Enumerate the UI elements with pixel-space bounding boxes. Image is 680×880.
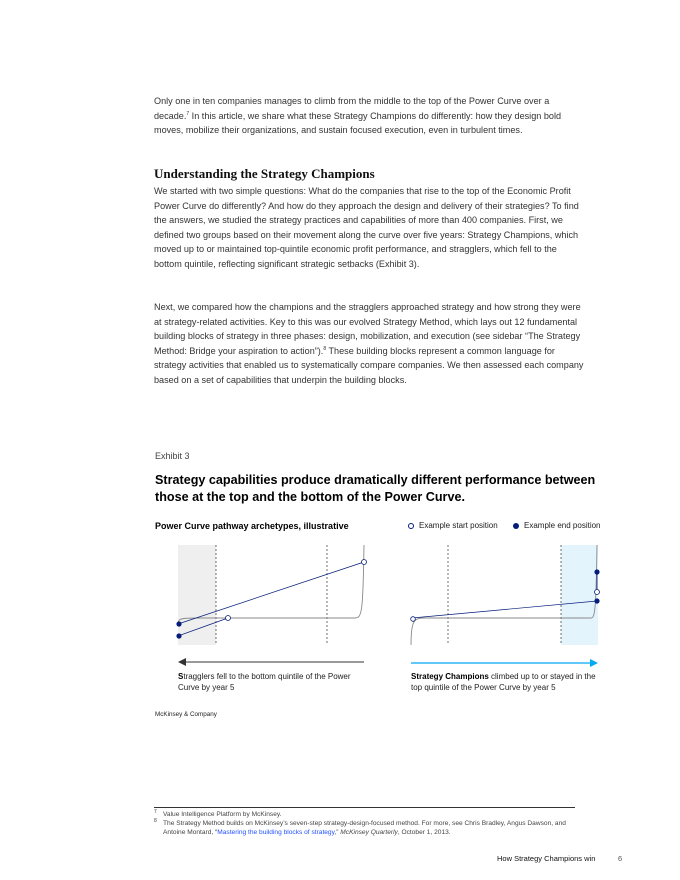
end-point-2 [176, 633, 181, 638]
end-point-1 [176, 621, 181, 626]
champions-chart [411, 545, 600, 667]
start-point-2 [595, 590, 600, 595]
start-point-1 [362, 560, 367, 565]
footnote-link[interactable]: Mastering the building blocks of strategy [217, 829, 335, 836]
stragglers-chart [176, 545, 366, 666]
end-point-2 [594, 569, 599, 574]
exhibit-label: Exhibit 3 [155, 451, 190, 461]
legend-end-label: Example end position [524, 521, 601, 530]
footnote-7: 7 Value Intelligence Platform by McKinsey. [154, 809, 282, 818]
chart-subtitle: Power Curve pathway archetypes, illustrative [155, 521, 349, 531]
body-paragraph-1: We started with two simple questions: What do the companies that rise to the top of the Economic Profit Power Curve do differently? And how do they approach the design and delivery of their strategies? To find the answers, we studied the strategy practices and capabilities of more than 400 companies. First, we defined two groups based on their movement along the curve over five years: Strategy Champions, which moved up to or maintained top-quintile economic profit performance, and stragglers, which fell to the bottom quintile, reflecting significant strategic setbacks (Exhibit 3). [154, 186, 579, 269]
end-point-1 [594, 598, 599, 603]
section-heading: Understanding the Strategy Champions [154, 166, 375, 181]
top-quintile-zone [561, 545, 598, 645]
stragglers-caption: Stragglers fell to the bottom quintile of the Power Curve by year 5 [178, 672, 351, 692]
page-number: 6 [618, 854, 623, 863]
footnote-ref-7[interactable]: 7 [186, 110, 190, 117]
intro-paragraph: Only one in ten companies manages to climb from the middle to the top of the Power Curve over a decade.$^7$ In this article, we share what these Strategy Champions do differently: how they design bold moves, mobilize their organizations, and sustain focused execution, even in turbulent times. [154, 96, 562, 136]
brand-label: McKinsey & Company [155, 711, 217, 718]
champions-caption: Strategy Champions climbed up to or stayed in the top quintile of the Power Curve by year 5 [411, 672, 596, 692]
bottom-quintile-zone [178, 545, 216, 645]
footnote-divider [154, 807, 575, 808]
exhibit-title: Strategy capabilities produce dramatically different performance between those at the top and the bottom of the Power Curve. [155, 473, 596, 504]
champions-arrow-head [590, 659, 598, 667]
legend-start-label: Example start position [419, 521, 498, 530]
stragglers-arrow-head [178, 658, 186, 666]
footer-title: How Strategy Champions win [497, 854, 596, 863]
footnote-ref-8[interactable]: 8 [323, 345, 327, 352]
start-point-2 [226, 616, 231, 621]
body-paragraph-2: Next, we compared how the champions and the stragglers approached strategy and how strong they were at strategy-related activities. Key to this was our evolved Strategy Method, which lays out 12 fundamental building blocks of strategy in three phases: design, mobilization, and execution (see sidebar “The Strategy Method: Bridge your aspiration to action”).$^8$ These building blocks represent a common language for strategy activities that enabled us to systematically compare companies. We then assessed each company based on a set of capabilities that underpin the building blocks. [154, 302, 584, 385]
start-point-1 [411, 617, 416, 622]
footnote-8: 8 The Strategy Method builds on McKinsey’s seven-step strategy-design-focused method. For more, see Chris Bradley, Angus Dawson, and Antoine Montard, “Mastering the building blocks of strategy,” McKinsey Quarterly, October 1, 2013. [154, 818, 566, 836]
